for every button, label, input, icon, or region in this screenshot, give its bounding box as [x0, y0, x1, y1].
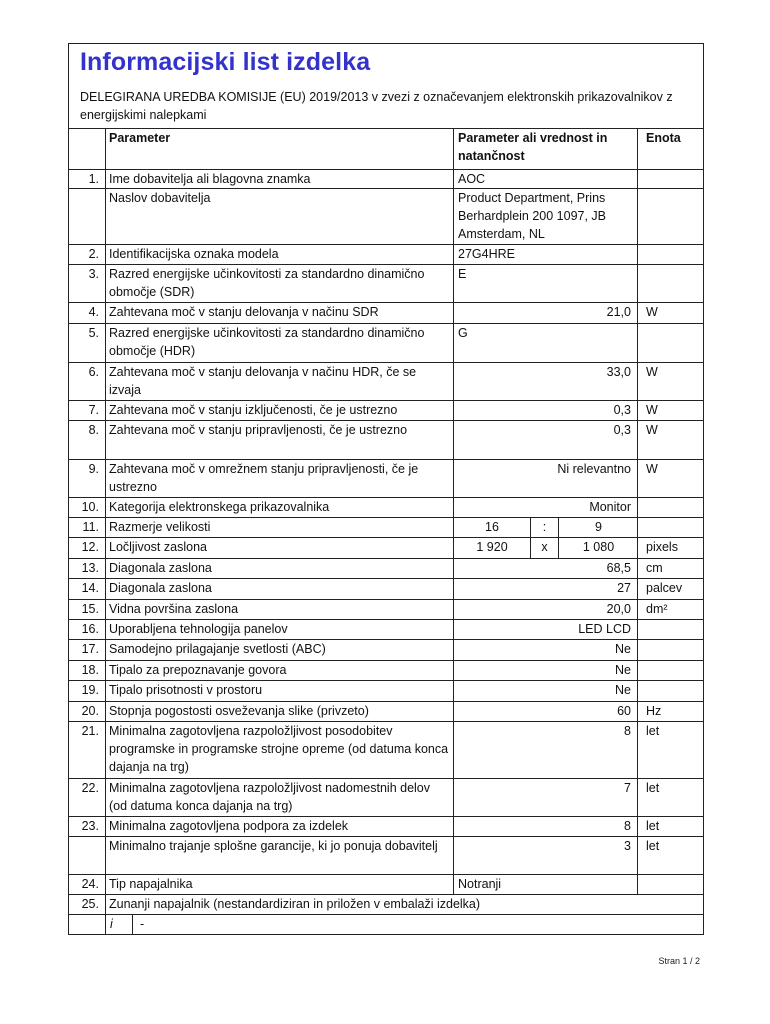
row-value: Ne [453, 681, 637, 701]
table-row [69, 169, 703, 188]
row-value [453, 518, 637, 537]
row-value: G [453, 324, 637, 362]
table-row [69, 914, 703, 935]
row-value: E [453, 265, 637, 302]
row-value: AOC [453, 170, 637, 188]
row-number: 13. [81, 561, 99, 575]
row-parameter: Tip napajalnika [105, 875, 453, 894]
row-value: Notranji [453, 875, 637, 894]
table-row [69, 497, 703, 517]
row-parameter: Zahtevana moč v omrežnem stanju pripravljenosti, če je ustrezno [105, 460, 453, 497]
row-parameter: Minimalna zagotovljena razpoložljivost posodobitev programske in programske strojne opreme (od datuma konca dajanja na trg) [105, 722, 453, 778]
row-unit: W [637, 401, 703, 420]
row-number: 21. [81, 724, 99, 738]
row-value: Monitor [453, 498, 637, 517]
table-row [69, 578, 703, 599]
row-value: 20,0 [453, 600, 637, 619]
table-row [69, 721, 703, 778]
row-parameter: Tipalo prisotnosti v prostoru [105, 681, 453, 701]
row-number [69, 189, 105, 244]
row-number: 10. [81, 500, 99, 514]
row-parameter: Zahtevana moč v stanju izključenosti, če je ustrezno [105, 401, 453, 420]
row-unit [637, 324, 703, 362]
row-number: 4. [88, 305, 99, 319]
row-number: 16. [81, 622, 99, 636]
row-number: 22. [81, 781, 99, 795]
row-unit: let [637, 817, 703, 836]
page-title: Informacijski list izdelka [80, 48, 371, 76]
row-unit [637, 681, 703, 701]
row-number: 8. [88, 423, 99, 437]
table-row [69, 362, 703, 400]
row-parameter: Diagonala zaslona [105, 559, 453, 578]
row-value: 0,3 [453, 401, 637, 420]
row-unit [637, 245, 703, 264]
aspect-width: 16 [485, 520, 499, 534]
row-number: 14. [81, 581, 99, 595]
table-row [69, 264, 703, 302]
table-row [69, 778, 703, 816]
row-parameter: Tipalo za prepoznavanje govora [105, 661, 453, 680]
row-unit [637, 875, 703, 894]
row-parameter: Minimalno trajanje splošne garancije, ki jo ponuja dobavitelj [105, 837, 453, 874]
row-unit: dm² [637, 600, 703, 619]
row-value: Ne [453, 640, 637, 660]
row-number: 7. [88, 403, 99, 417]
row-value: 33,0 [453, 363, 637, 400]
row-number: 20. [81, 704, 99, 718]
row-unit: let [637, 722, 703, 778]
row-parameter: Zahtevana moč v stanju pripravljenosti, če je ustrezno [105, 421, 453, 459]
row-parameter: Naslov dobavitelja [105, 189, 453, 244]
subrow-index: i [105, 915, 132, 935]
table-row [69, 836, 703, 874]
row-value: Ni relevantno [453, 460, 637, 497]
row-number: 25. [81, 897, 99, 911]
row-value [453, 538, 637, 558]
row-unit [637, 189, 703, 244]
table-row [69, 188, 703, 244]
row-unit [637, 661, 703, 680]
aspect-separator: : [530, 518, 558, 537]
table-row [69, 680, 703, 701]
row-number: 9. [88, 462, 99, 476]
row-value: Product Department, Prins Berhardplein 200 1097, JB Amsterdam, NL [453, 189, 637, 244]
row-parameter: Razmerje velikosti [105, 518, 453, 537]
resolution-width: 1 920 [476, 540, 508, 554]
row-number: 1. [88, 172, 99, 186]
resolution-separator: x [530, 538, 558, 558]
table-row [69, 537, 703, 558]
row-value: 0,3 [453, 421, 637, 459]
row-parameter: Vidna površina zaslona [105, 600, 453, 619]
row-number: 5. [88, 326, 99, 340]
row-value: 8 [453, 722, 637, 778]
table-row [69, 400, 703, 420]
row-value: Ne [453, 661, 637, 680]
row-number: 18. [81, 663, 99, 677]
table-row [69, 619, 703, 639]
row-unit: Hz [637, 702, 703, 721]
row-number: 3. [88, 267, 99, 281]
header-num [69, 129, 105, 169]
page-number: Stran 1 / 2 [658, 956, 700, 966]
row-parameter: Zahtevana moč v stanju delovanja v načinu SDR [105, 303, 453, 323]
row-unit: let [637, 837, 703, 874]
row-number: 17. [81, 642, 99, 656]
row-unit [637, 518, 703, 537]
table-row [69, 874, 703, 894]
row-number: 12. [81, 540, 99, 554]
table-row [69, 816, 703, 836]
row-unit: cm [637, 559, 703, 578]
row-value: 3 [453, 837, 637, 874]
row-value: 68,5 [453, 559, 637, 578]
row-unit: W [637, 421, 703, 459]
table-row [69, 420, 703, 459]
table-row [69, 660, 703, 680]
row-number [69, 837, 105, 874]
row-parameter: Samodejno prilagajanje svetlosti (ABC) [105, 640, 453, 660]
row-unit: W [637, 363, 703, 400]
table-header [69, 128, 703, 169]
row-unit [637, 170, 703, 188]
row-parameter: Identifikacijska oznaka modela [105, 245, 453, 264]
row-parameter: Minimalna zagotovljena podpora za izdelek [105, 817, 453, 836]
row-value: 27G4HRE [453, 245, 637, 264]
table-row [69, 517, 703, 537]
table-row [69, 323, 703, 362]
row-parameter: Stopnja pogostosti osveževanja slike (privzeto) [105, 702, 453, 721]
table-row [69, 244, 703, 264]
row-parameter: Minimalna zagotovljena razpoložljivost nadomestnih delov (od datuma konca dajanja na trg) [105, 779, 453, 816]
table-row [69, 302, 703, 323]
row-unit [637, 498, 703, 517]
header-unit: Enota [637, 129, 703, 169]
row-value: 8 [453, 817, 637, 836]
row-unit: palcev [637, 579, 703, 599]
row-unit [637, 620, 703, 639]
regulation-subtitle: DELEGIRANA UREDBA KOMISIJE (EU) 2019/2013 v zvezi z označevanjem elektronskih prikazovalnikov z energijskimi nalepkami [80, 90, 673, 122]
table-row [69, 894, 703, 914]
row-number: 2. [88, 247, 99, 261]
subrow-value: - [132, 915, 703, 935]
row-value: 7 [453, 779, 637, 816]
row-parameter: Kategorija elektronskega prikazovalnika [105, 498, 453, 517]
table-row [69, 639, 703, 660]
row-number: 24. [81, 877, 99, 891]
resolution-height: 1 080 [558, 538, 637, 558]
row-number: 11. [82, 520, 99, 534]
row-parameter: Uporabljena tehnologija panelov [105, 620, 453, 639]
row-unit [637, 640, 703, 660]
table-row [69, 599, 703, 619]
row-value: 21,0 [453, 303, 637, 323]
row-value: LED LCD [453, 620, 637, 639]
row-number: 15. [81, 602, 99, 616]
row-parameter: Ločljivost zaslona [105, 538, 453, 558]
row-unit: W [637, 303, 703, 323]
header-parameter: Parameter [105, 129, 453, 169]
row-unit: W [637, 460, 703, 497]
table-row [69, 459, 703, 497]
row-unit [637, 265, 703, 302]
row-parameter: Zahtevana moč v stanju delovanja v načinu HDR, če se izvaja [105, 363, 453, 400]
row-number: 23. [81, 819, 99, 833]
row-parameter: Razred energijske učinkovitosti za standardno dinamično območje (HDR) [105, 324, 453, 362]
table-row [69, 701, 703, 721]
row-parameter: Diagonala zaslona [105, 579, 453, 599]
row-unit: let [637, 779, 703, 816]
row-value: 60 [453, 702, 637, 721]
product-information-sheet [68, 43, 704, 935]
row-unit: pixels [637, 538, 703, 558]
row-number: 19. [81, 683, 99, 697]
table-row [69, 558, 703, 578]
header-value: Parameter ali vrednost in natančnost [453, 129, 637, 169]
row-parameter: Zunanji napajalnik (nestandardiziran in priložen v embalaži izdelka) [105, 895, 703, 914]
row-number: 6. [88, 365, 99, 379]
row-value: 27 [453, 579, 637, 599]
row-parameter: Razred energijske učinkovitosti za standardno dinamično območje (SDR) [105, 265, 453, 302]
row-parameter: Ime dobavitelja ali blagovna znamka [105, 170, 453, 188]
row-number [69, 915, 105, 935]
aspect-height: 9 [558, 518, 637, 537]
